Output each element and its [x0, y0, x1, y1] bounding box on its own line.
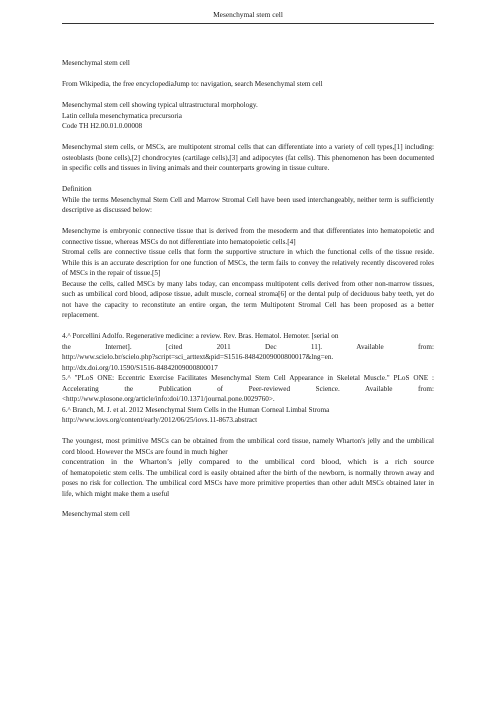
- umbilical-text: The youngest, most primitive MSCs can be obtained from the umbilical cord tissue, namely Wharton's jelly and the umbilical cord blood. However the MSCs are found in much higher: [62, 437, 434, 456]
- reference-4-word: 11].: [310, 342, 322, 351]
- section-heading-definition: Definition: [62, 185, 92, 193]
- infobox-latin: Latin cellula mesenchymatica precursoria: [62, 111, 182, 120]
- reference-6-line: 6.^ Branch, M. J. et al. 2012 Mesenchymal Stem Cells in the Human Corneal Limbal Stroma: [62, 405, 330, 414]
- source-line: From Wikipedia, the free encyclopediaJump to: navigation, search Mesenchymal stem cell: [62, 80, 323, 88]
- definition-lead: While the terms Mesenchymal Stem Cell and Marrow Stromal Cell have been used interchangeably, neither term is sufficiently descriptive as discussed below:: [62, 195, 434, 214]
- reference-4-line: 4.^ Porcellini Adolfo. Regenerative medicine: a review. Rev. Bras. Hematol. Hemoter. [serial on: [62, 332, 339, 340]
- reference-4-line: [62, 342, 434, 353]
- infobox-code: Code TH H2.00.01.0.00008: [62, 122, 143, 130]
- reference-4: [62, 331, 434, 373]
- intro-paragraph: Mesenchymal stem cells, or MSCs, are multipotent stromal cells that can differentiate into a variety of cell types,[1] including: osteoblasts (bone cells),[2] chondrocytes (cartilage cells),[3] and adipocytes (fat cells). This phenomenon has been documented in specific cells and tissues in living animals and their counterparts growing in tissue culture.: [62, 143, 434, 172]
- umbilical-text: of hematopoietic stem cells. The umbilical cord is easily obtained after the birth of the newborn, is normally thrown away and poses no risk for collection. The umbilical cord MSCs have more primitive properties than other adult MSCs obtained later in life, which might make them a useful: [62, 468, 434, 498]
- reference-4-word: Internet].: [105, 342, 132, 351]
- header-divider: [62, 23, 434, 24]
- because-paragraph: Because the cells, called MSCs by many labs today, can encompass multipotent cells derived from other non-marrow tissues, such as umbilical cord blood, adipose tissue, adult muscle, corneal stroma[6] or the dental pulp of deciduous baby teeth, yet do not have the capacity to reconstitute an entire organ, the term Multipotent Stromal Cell has been proposed as a better replacement.: [62, 279, 434, 319]
- reference-5: 5.^ "PLoS ONE: Eccentric Exercise Facilitates Mesenchymal Stem Cell Appearance in Skeletal Muscle." PLoS ONE : Accelerating the Publication of Peer-reviewed Science. Available from: <http://www.plosone.org/article/info:doi/10.1371/journal.pone.0029760>.: [62, 374, 434, 403]
- infobox-caption: Mesenchymal stem cell showing typical ultrastructural morphology.: [62, 101, 258, 109]
- article-title: Mesenchymal stem cell: [62, 59, 130, 67]
- mesenchyme-paragraph: Mesenchyme is embryonic connective tissue that is derived from the mesoderm and that differentiates into hematopoietic and connective tissue, whereas MSCs do not differentiate into hematopoietic cells.[4]: [62, 227, 434, 246]
- reference-4-word: Available: [356, 342, 384, 351]
- reference-4-word: the: [62, 342, 71, 351]
- reference-4-word: [cited: [165, 342, 183, 351]
- page-footer-label: Mesenchymal stem cell: [62, 510, 130, 518]
- reference-6: [62, 405, 434, 426]
- document-body: [62, 58, 434, 520]
- reference-4-word: from:: [418, 342, 434, 351]
- running-header: Mesenchymal stem cell: [213, 10, 283, 19]
- reference-4-word: 2011: [216, 342, 231, 351]
- reference-6-url[interactable]: http://www.iovs.org/content/early/2012/06/25/iovs.11-8673.abstract: [62, 416, 258, 424]
- stromal-paragraph: Stromal cells are connective tissue cells that form the supportive structure in which the functional cells of the tissue reside. While this is an accurate description for one function of MSCs, the term fails to convey the relatively recently discovered roles of MSCs in the repair of tissue.[5]: [62, 248, 434, 277]
- reference-4-url[interactable]: http://www.scielo.br/scielo.php?script=sci_arttext&pid=S1516-84842009000800017&lng=en.: [62, 353, 334, 361]
- reference-4-doi[interactable]: http://dx.doi.org/10.1590/S1516-84842009000800017: [62, 363, 218, 372]
- umbilical-text: concentration in the Wharton’s jelly compared to the umbilical cord blood, which is a rich source: [62, 457, 434, 466]
- reference-4-word: Dec: [265, 342, 277, 351]
- umbilical-paragraph: [62, 436, 434, 499]
